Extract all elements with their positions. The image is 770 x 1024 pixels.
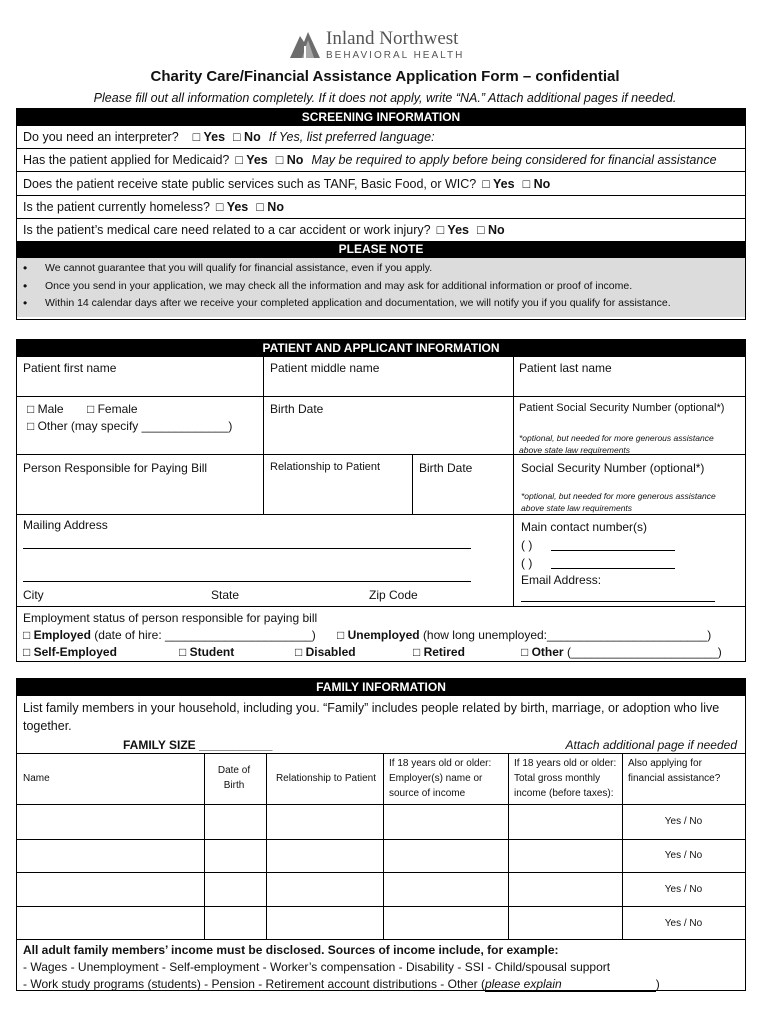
medicaid-question: Has the patient applied for Medicaid? (23, 153, 230, 167)
accident-no-checkbox[interactable]: □ No (476, 223, 505, 237)
interpreter-row (17, 126, 745, 148)
employment-label: Employment status of person responsible for paying bill (23, 611, 318, 625)
accident-question: Is the patient’s medical care need related to a car accident or work injury? (23, 223, 431, 237)
address-line-1[interactable] (23, 548, 471, 549)
applying-yes-no[interactable]: Yes / No (664, 884, 703, 895)
self-employed-checkbox[interactable]: □ Self-Employed (23, 645, 117, 659)
patient-first-name-label: Patient first name (23, 361, 117, 375)
other-status-hint: (______________________) (566, 645, 722, 659)
interpreter-no-checkbox[interactable]: □ No (233, 130, 261, 144)
col-relationship: Relationship to Patient (275, 773, 377, 784)
table-row (622, 839, 745, 872)
medicaid-yes-checkbox[interactable]: □ Yes (235, 153, 268, 167)
patient-heading: PATIENT AND APPLICANT INFORMATION (17, 340, 745, 357)
income-sources-line-1: - Wages - Unemployment - Self-employment - Worker’s compensation - Disability - SSI - Child/spousal support (23, 960, 611, 974)
family-intro: List family members in your household, including you. “Family” includes people related by birth, marriage, or adoption who live together. (23, 701, 720, 733)
homeless-yes-checkbox[interactable]: □ Yes (215, 200, 249, 214)
logo (288, 28, 478, 64)
family-table-header (17, 753, 745, 804)
income-heading: All adult family members’ income must be disclosed. Sources of income include, for example: (23, 943, 559, 957)
state-services-yes-checkbox[interactable]: □ Yes (482, 176, 515, 191)
accident-row (17, 218, 745, 241)
interpreter-yes-checkbox[interactable]: □ Yes (192, 130, 226, 144)
col-name: Name (23, 773, 50, 784)
phone-prefix: ( ) (521, 556, 533, 570)
phone-line-1[interactable] (551, 550, 675, 551)
table-row (622, 872, 745, 906)
homeless-no-checkbox[interactable]: □ No (256, 200, 284, 214)
patient-middle-name-label: Patient middle name (270, 361, 380, 375)
screening-heading: SCREENING INFORMATION (17, 109, 745, 126)
patient-ssn-label: Patient Social Security Number (optional*) (519, 402, 725, 414)
responsible-person-label: Person Responsible for Paying Bill (23, 461, 208, 475)
patient-birth-date-label: Birth Date (270, 402, 324, 416)
attach-note: Attach additional page if needed (565, 738, 737, 752)
relationship-label: Relationship to Patient (270, 461, 381, 473)
please-note-heading: PLEASE NOTE (17, 241, 745, 258)
accident-yes-checkbox[interactable]: □ Yes (436, 223, 469, 237)
patient-section (16, 339, 746, 662)
patient-last-name-label: Patient last name (519, 361, 612, 375)
state-services-no-checkbox[interactable]: □ No (522, 176, 551, 191)
interpreter-question: Do you need an interpreter? (23, 130, 179, 144)
income-close-paren: ) (655, 977, 660, 991)
unemployed-hint: (how long unemployed:________________________) (422, 628, 712, 642)
female-checkbox[interactable]: □ Female (87, 402, 138, 416)
other-status-checkbox[interactable]: □ Other (521, 645, 564, 659)
email-line[interactable] (521, 601, 715, 602)
homeless-row (17, 195, 745, 218)
col-applying: Also applying for financial assistance? (628, 758, 721, 784)
main-contact-label: Main contact number(s) (521, 520, 648, 534)
col-dob: Date of Birth (217, 765, 251, 791)
retired-checkbox[interactable]: □ Retired (413, 645, 465, 659)
page-title: Charity Care/Financial Assistance Application Form – confidential (150, 68, 620, 85)
note-item: • Within 14 calendar days after we receive your completed application and documentation, we will notify you if you qualify for assistance. (17, 295, 745, 313)
disabled-checkbox[interactable]: □ Disabled (295, 645, 356, 659)
unemployed-checkbox[interactable]: □ Unemployed (337, 628, 420, 642)
employed-hint: (date of hire: ______________________) (94, 628, 316, 642)
note-item: • Once you send in your application, we may check all the information and may ask for additional information or proof of income. (17, 278, 745, 296)
phone-line-2[interactable] (551, 568, 675, 569)
org-subtitle: BEHAVIORAL HEALTH (326, 50, 465, 61)
col-income: If 18 years old or older: Total gross monthly income (before taxes): (514, 758, 617, 799)
city-label: City (23, 588, 44, 602)
email-label: Email Address: (521, 573, 602, 587)
applying-yes-no[interactable]: Yes / No (664, 850, 703, 861)
income-sources-text: - Work study programs (students) - Pension - Retirement account distributions - Other ( (23, 977, 485, 991)
medicaid-hint: May be required to apply before being considered for financial assistance (311, 153, 717, 167)
other-status-option (515, 642, 728, 662)
income-sources-line-2 (17, 974, 666, 994)
applying-yes-no[interactable]: Yes / No (664, 816, 703, 827)
other-income-explain[interactable]: please explain (485, 977, 656, 992)
family-section (16, 678, 746, 991)
male-checkbox[interactable]: □ Male (27, 402, 64, 416)
family-size-field[interactable]: FAMILY SIZE ___________ (123, 738, 273, 752)
applying-yes-no[interactable]: Yes / No (664, 918, 703, 929)
please-note-box (17, 258, 745, 317)
state-services-question: Does the patient receive state public services such as TANF, Basic Food, or WIC? (23, 176, 477, 191)
table-row (622, 804, 745, 839)
employed-checkbox[interactable]: □ Employed (23, 628, 91, 642)
medicaid-no-checkbox[interactable]: □ No (275, 153, 304, 167)
screening-section (16, 108, 746, 320)
phone-prefix: ( ) (521, 538, 533, 552)
other-gender-checkbox[interactable]: □ Other (may specify _____________) (27, 419, 233, 433)
responsible-ssn-note: *optional, but needed for more generous assistance above state law requirements (521, 491, 716, 513)
responsible-birth-date-label: Birth Date (419, 461, 473, 475)
note-item: • We cannot guarantee that you will qualify for financial assistance, even if you apply. (17, 260, 745, 278)
responsible-ssn-label: Social Security Number (optional*) (521, 461, 705, 475)
address-line-2[interactable] (23, 581, 471, 582)
patient-ssn-note: *optional, but needed for more generous assistance above state law requirements (519, 433, 714, 455)
student-checkbox[interactable]: □ Student (179, 645, 235, 659)
family-heading: FAMILY INFORMATION (17, 679, 745, 696)
instructions: Please fill out all information completely. If it does not apply, write “NA.” Attach additional pages if needed. (93, 91, 677, 105)
zip-label: Zip Code (369, 588, 418, 602)
medicaid-row (17, 148, 745, 171)
homeless-question: Is the patient currently homeless? (23, 200, 210, 214)
state-services-row (17, 171, 745, 195)
tree-logo-icon (288, 28, 322, 60)
interpreter-hint: If Yes, list preferred language: (268, 130, 435, 144)
col-employer: If 18 years old or older: Employer(s) name or source of income (389, 758, 492, 799)
org-name: Inland Northwest (326, 28, 459, 49)
state-label: State (211, 588, 240, 602)
table-row (622, 906, 745, 939)
mailing-address-label: Mailing Address (23, 518, 108, 532)
